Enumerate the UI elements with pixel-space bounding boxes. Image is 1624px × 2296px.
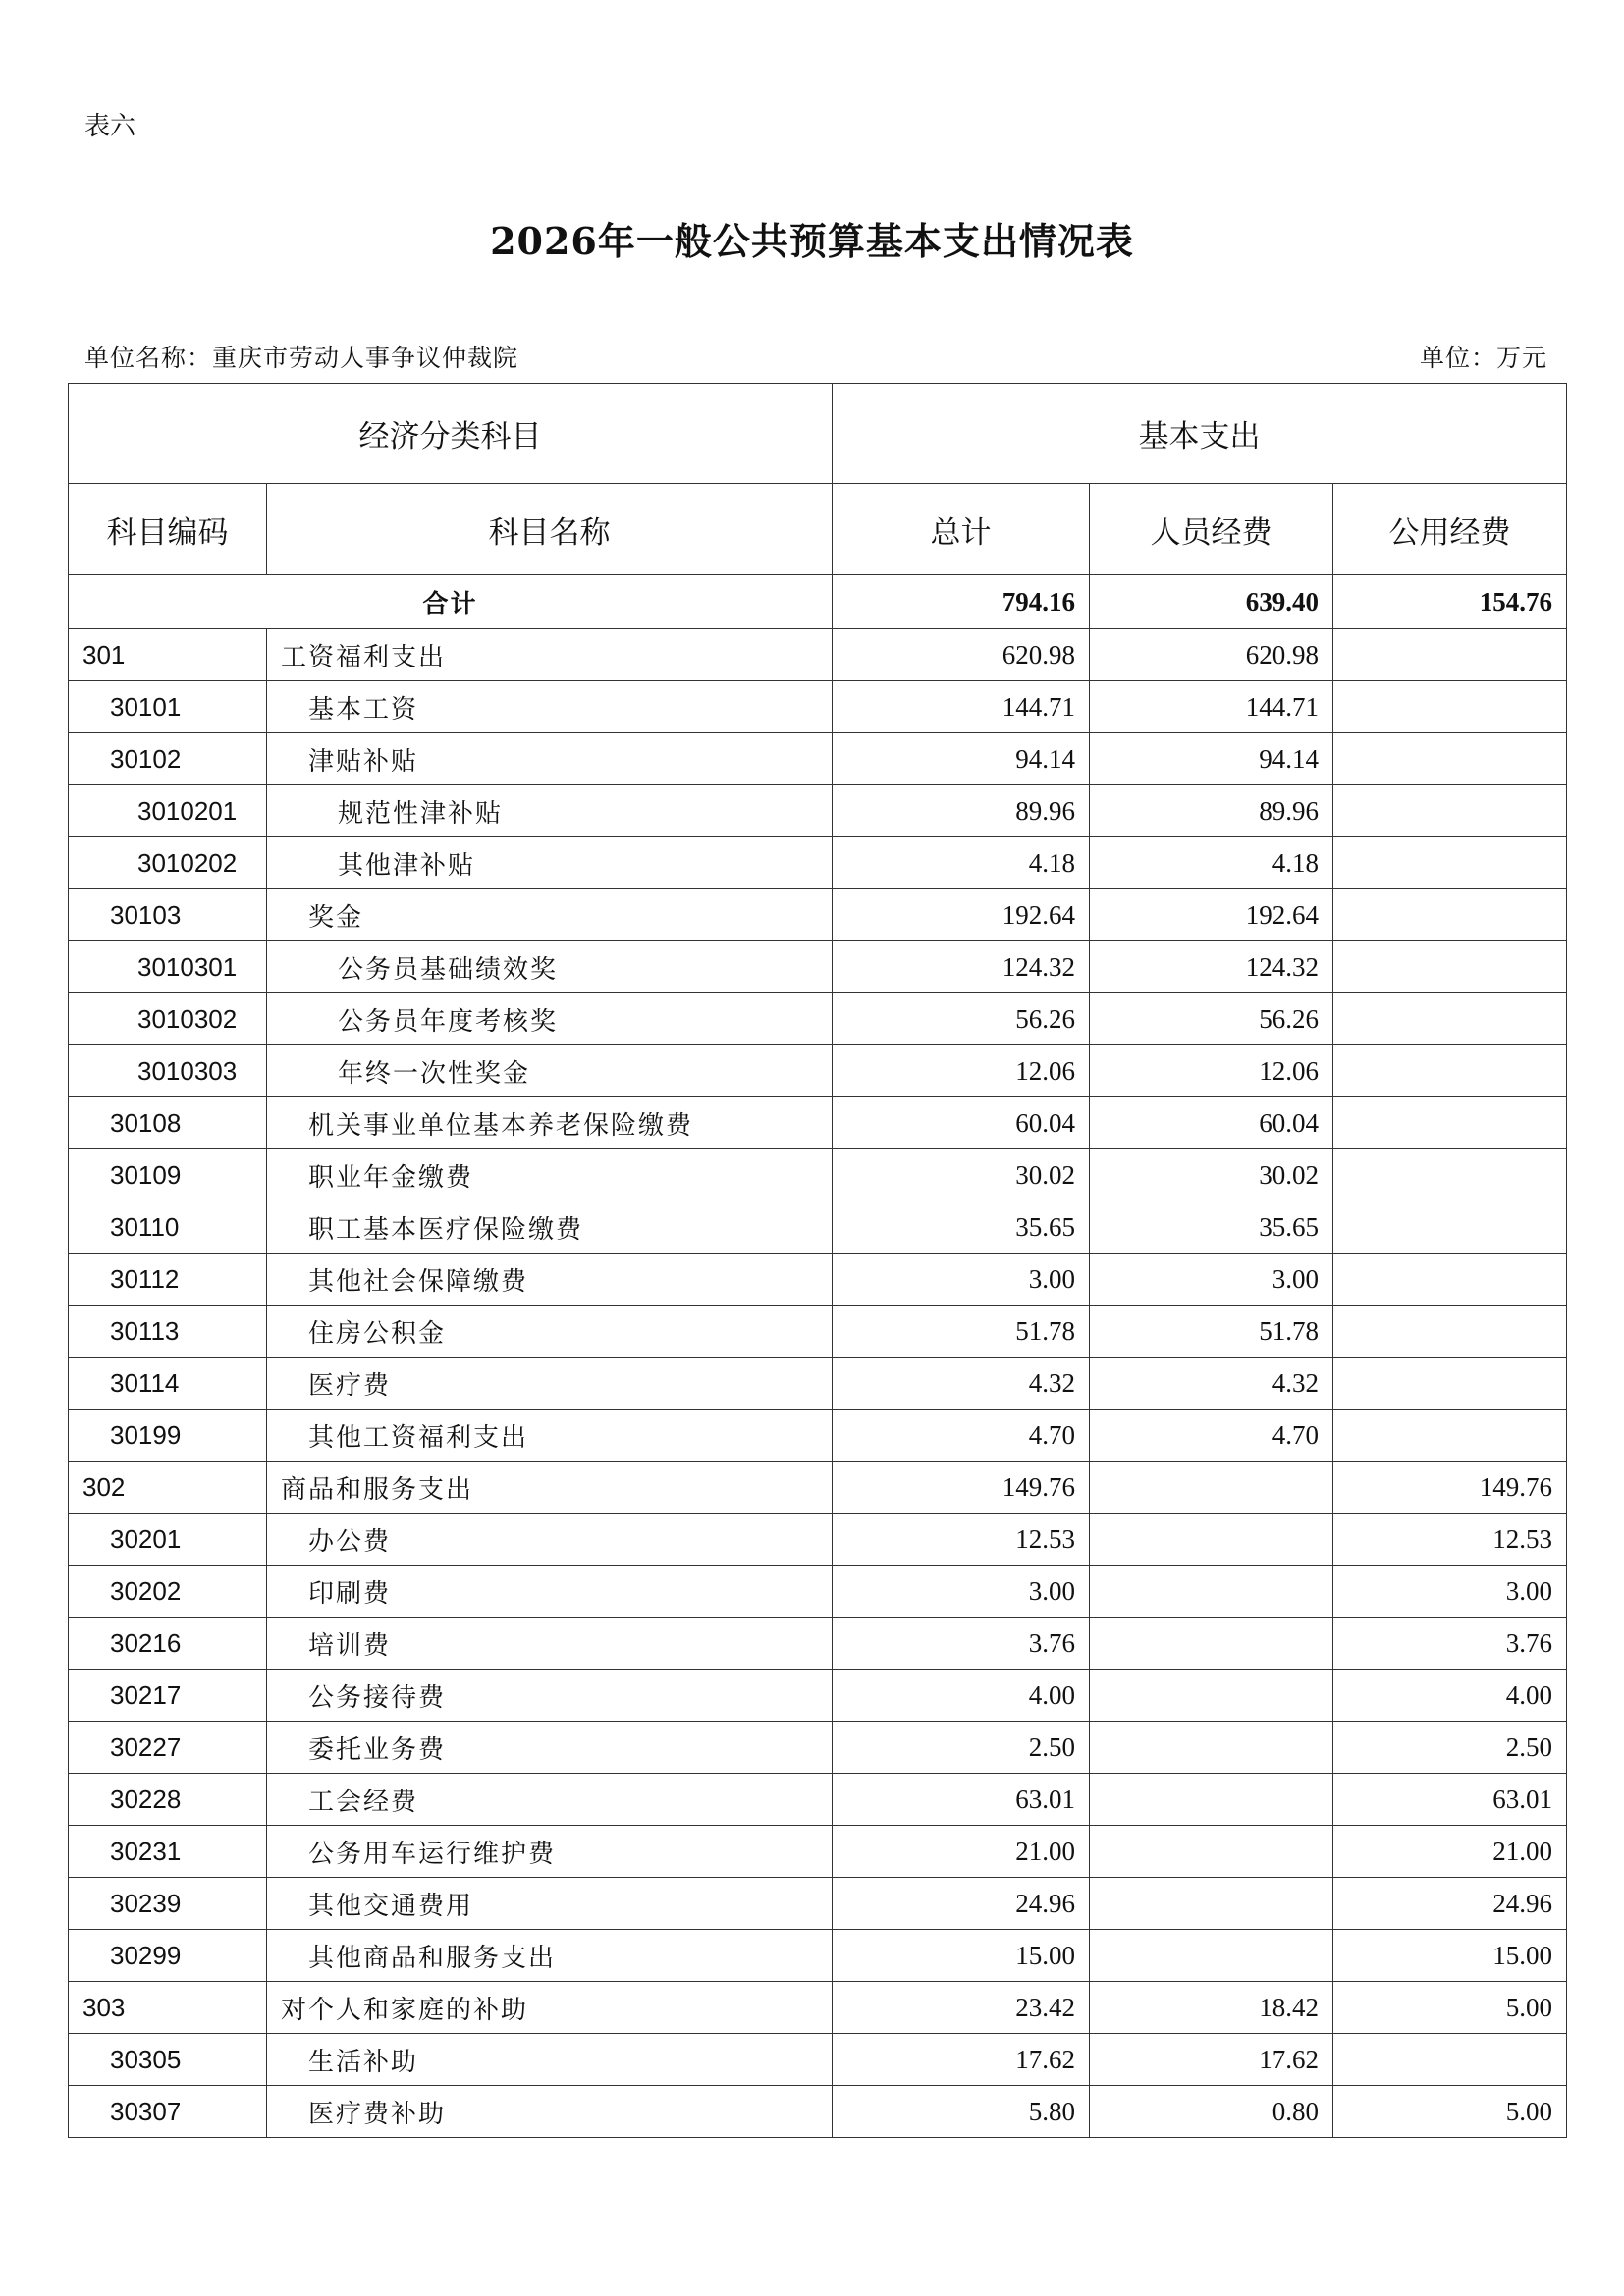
row-code: 30114	[69, 1358, 267, 1410]
row-total: 4.00	[833, 1670, 1090, 1722]
row-personnel: 192.64	[1090, 889, 1333, 941]
row-public: 3.00	[1333, 1566, 1567, 1618]
table-row	[69, 1254, 1567, 1306]
row-name: 职工基本医疗保险缴费	[267, 1201, 833, 1254]
table-row	[69, 681, 1567, 733]
budget-table	[68, 383, 1567, 2138]
row-public: 3.76	[1333, 1618, 1567, 1670]
row-total: 63.01	[833, 1774, 1090, 1826]
row-personnel	[1090, 1514, 1333, 1566]
table-row	[69, 1566, 1567, 1618]
row-total: 51.78	[833, 1306, 1090, 1358]
total-row	[69, 575, 1567, 629]
total-label: 合计	[69, 575, 833, 629]
row-code: 30307	[69, 2086, 267, 2138]
row-code: 30103	[69, 889, 267, 941]
row-name: 公务员年度考核奖	[267, 993, 833, 1045]
table-row	[69, 1306, 1567, 1358]
row-public	[1333, 1410, 1567, 1462]
row-personnel: 56.26	[1090, 993, 1333, 1045]
table-row	[69, 1201, 1567, 1254]
row-total: 17.62	[833, 2034, 1090, 2086]
row-name: 基本工资	[267, 681, 833, 733]
row-name: 住房公积金	[267, 1306, 833, 1358]
row-personnel: 18.42	[1090, 1982, 1333, 2034]
row-personnel: 4.18	[1090, 837, 1333, 889]
row-personnel: 17.62	[1090, 2034, 1333, 2086]
row-personnel	[1090, 1878, 1333, 1930]
row-personnel: 51.78	[1090, 1306, 1333, 1358]
table-label: 表六	[84, 112, 136, 141]
row-code: 30216	[69, 1618, 267, 1670]
row-total: 4.70	[833, 1410, 1090, 1462]
row-public	[1333, 941, 1567, 993]
row-personnel: 144.71	[1090, 681, 1333, 733]
row-personnel	[1090, 1462, 1333, 1514]
row-total: 149.76	[833, 1462, 1090, 1514]
row-total: 2.50	[833, 1722, 1090, 1774]
row-total: 4.18	[833, 837, 1090, 889]
table-row	[69, 1097, 1567, 1149]
table-row	[69, 1878, 1567, 1930]
row-name: 公务接待费	[267, 1670, 833, 1722]
row-code: 30101	[69, 681, 267, 733]
row-total: 620.98	[833, 629, 1090, 681]
row-code: 30202	[69, 1566, 267, 1618]
row-public: 5.00	[1333, 1982, 1567, 2034]
row-personnel: 4.70	[1090, 1410, 1333, 1462]
row-code: 30110	[69, 1201, 267, 1254]
row-total: 94.14	[833, 733, 1090, 785]
currency-unit: 单位：万元	[1419, 344, 1547, 372]
header-code: 科目编码	[69, 484, 267, 575]
row-code: 30231	[69, 1826, 267, 1878]
row-total: 24.96	[833, 1878, 1090, 1930]
row-name: 办公费	[267, 1514, 833, 1566]
row-public: 5.00	[1333, 2086, 1567, 2138]
page-title: 2026年一般公共预算基本支出情况表	[490, 219, 1134, 263]
row-code: 3010202	[69, 837, 267, 889]
total-total: 794.16	[833, 575, 1090, 629]
row-name: 工会经费	[267, 1774, 833, 1826]
row-total: 15.00	[833, 1930, 1090, 1982]
row-personnel	[1090, 1670, 1333, 1722]
row-public	[1333, 1045, 1567, 1097]
row-name: 医疗费补助	[267, 2086, 833, 2138]
row-total: 12.06	[833, 1045, 1090, 1097]
row-public: 21.00	[1333, 1826, 1567, 1878]
table-row	[69, 993, 1567, 1045]
row-name: 培训费	[267, 1618, 833, 1670]
row-public: 15.00	[1333, 1930, 1567, 1982]
row-total: 89.96	[833, 785, 1090, 837]
row-name: 其他津补贴	[267, 837, 833, 889]
row-public	[1333, 1358, 1567, 1410]
row-total: 3.76	[833, 1618, 1090, 1670]
row-name: 奖金	[267, 889, 833, 941]
row-name: 其他工资福利支出	[267, 1410, 833, 1462]
row-total: 35.65	[833, 1201, 1090, 1254]
row-name: 机关事业单位基本养老保险缴费	[267, 1097, 833, 1149]
row-code: 30217	[69, 1670, 267, 1722]
row-code: 30108	[69, 1097, 267, 1149]
row-name: 公务员基础绩效奖	[267, 941, 833, 993]
row-name: 年终一次性奖金	[267, 1045, 833, 1097]
header-name: 科目名称	[267, 484, 833, 575]
row-code: 30305	[69, 2034, 267, 2086]
table-row	[69, 1670, 1567, 1722]
row-code: 30299	[69, 1930, 267, 1982]
row-public	[1333, 785, 1567, 837]
row-name: 公务用车运行维护费	[267, 1826, 833, 1878]
row-public: 2.50	[1333, 1722, 1567, 1774]
table-row	[69, 1462, 1567, 1514]
table-row	[69, 733, 1567, 785]
row-code: 301	[69, 629, 267, 681]
row-personnel: 4.32	[1090, 1358, 1333, 1410]
row-total: 30.02	[833, 1149, 1090, 1201]
table-row	[69, 1722, 1567, 1774]
row-name: 规范性津补贴	[267, 785, 833, 837]
row-total: 12.53	[833, 1514, 1090, 1566]
row-total: 144.71	[833, 681, 1090, 733]
row-public	[1333, 1149, 1567, 1201]
row-personnel: 12.06	[1090, 1045, 1333, 1097]
header-group-row	[69, 384, 1567, 484]
row-public	[1333, 733, 1567, 785]
total-personnel: 639.40	[1090, 575, 1333, 629]
row-code: 303	[69, 1982, 267, 2034]
row-public	[1333, 889, 1567, 941]
table-row	[69, 2034, 1567, 2086]
table-row	[69, 941, 1567, 993]
row-public: 149.76	[1333, 1462, 1567, 1514]
row-public	[1333, 2034, 1567, 2086]
table-row	[69, 1358, 1567, 1410]
total-public: 154.76	[1333, 575, 1567, 629]
table-row	[69, 1982, 1567, 2034]
row-total: 3.00	[833, 1254, 1090, 1306]
row-code: 30102	[69, 733, 267, 785]
table-row	[69, 1410, 1567, 1462]
row-public	[1333, 629, 1567, 681]
row-personnel	[1090, 1826, 1333, 1878]
row-code: 302	[69, 1462, 267, 1514]
row-personnel: 0.80	[1090, 2086, 1333, 2138]
row-name: 商品和服务支出	[267, 1462, 833, 1514]
row-personnel: 89.96	[1090, 785, 1333, 837]
row-total: 3.00	[833, 1566, 1090, 1618]
row-personnel: 620.98	[1090, 629, 1333, 681]
row-code: 3010301	[69, 941, 267, 993]
row-name: 委托业务费	[267, 1722, 833, 1774]
row-code: 30228	[69, 1774, 267, 1826]
row-personnel: 3.00	[1090, 1254, 1333, 1306]
table-row	[69, 1774, 1567, 1826]
row-personnel	[1090, 1722, 1333, 1774]
table-row	[69, 837, 1567, 889]
table-row	[69, 629, 1567, 681]
row-code: 30227	[69, 1722, 267, 1774]
row-total: 5.80	[833, 2086, 1090, 2138]
header-column-row	[69, 484, 1567, 575]
row-total: 192.64	[833, 889, 1090, 941]
row-name: 其他社会保障缴费	[267, 1254, 833, 1306]
table-row	[69, 1826, 1567, 1878]
unit-name: 单位名称：重庆市劳动人事争议仲裁院	[84, 344, 519, 372]
row-name: 医疗费	[267, 1358, 833, 1410]
row-total: 4.32	[833, 1358, 1090, 1410]
row-name: 津贴补贴	[267, 733, 833, 785]
row-name: 对个人和家庭的补助	[267, 1982, 833, 2034]
table-row	[69, 2086, 1567, 2138]
row-public	[1333, 1097, 1567, 1149]
row-name: 其他交通费用	[267, 1878, 833, 1930]
row-code: 3010303	[69, 1045, 267, 1097]
table-row	[69, 1149, 1567, 1201]
row-name: 工资福利支出	[267, 629, 833, 681]
row-code: 30109	[69, 1149, 267, 1201]
row-code: 3010201	[69, 785, 267, 837]
row-total: 21.00	[833, 1826, 1090, 1878]
row-public	[1333, 1254, 1567, 1306]
row-personnel	[1090, 1566, 1333, 1618]
row-name: 印刷费	[267, 1566, 833, 1618]
row-name: 职业年金缴费	[267, 1149, 833, 1201]
row-personnel	[1090, 1930, 1333, 1982]
row-code: 3010302	[69, 993, 267, 1045]
row-code: 30113	[69, 1306, 267, 1358]
table-row	[69, 1045, 1567, 1097]
row-public	[1333, 993, 1567, 1045]
header-total: 总计	[833, 484, 1090, 575]
table-row	[69, 889, 1567, 941]
row-total: 23.42	[833, 1982, 1090, 2034]
row-total: 124.32	[833, 941, 1090, 993]
row-code: 30112	[69, 1254, 267, 1306]
header-economic-classification: 经济分类科目	[69, 384, 833, 484]
row-personnel: 60.04	[1090, 1097, 1333, 1149]
table-row	[69, 1930, 1567, 1982]
row-public	[1333, 837, 1567, 889]
row-total: 60.04	[833, 1097, 1090, 1149]
row-name: 生活补助	[267, 2034, 833, 2086]
row-name: 其他商品和服务支出	[267, 1930, 833, 1982]
row-public	[1333, 681, 1567, 733]
row-public: 63.01	[1333, 1774, 1567, 1826]
row-code: 30239	[69, 1878, 267, 1930]
row-personnel	[1090, 1618, 1333, 1670]
row-personnel: 35.65	[1090, 1201, 1333, 1254]
row-total: 56.26	[833, 993, 1090, 1045]
row-code: 30201	[69, 1514, 267, 1566]
row-personnel	[1090, 1774, 1333, 1826]
row-public	[1333, 1201, 1567, 1254]
row-personnel: 30.02	[1090, 1149, 1333, 1201]
row-code: 30199	[69, 1410, 267, 1462]
row-public: 24.96	[1333, 1878, 1567, 1930]
header-personnel: 人员经费	[1090, 484, 1333, 575]
row-public	[1333, 1306, 1567, 1358]
header-basic-expenditure: 基本支出	[833, 384, 1567, 484]
row-personnel: 94.14	[1090, 733, 1333, 785]
table-row	[69, 1618, 1567, 1670]
table-row	[69, 785, 1567, 837]
row-public: 12.53	[1333, 1514, 1567, 1566]
row-public: 4.00	[1333, 1670, 1567, 1722]
row-personnel: 124.32	[1090, 941, 1333, 993]
table-row	[69, 1514, 1567, 1566]
header-public: 公用经费	[1333, 484, 1567, 575]
